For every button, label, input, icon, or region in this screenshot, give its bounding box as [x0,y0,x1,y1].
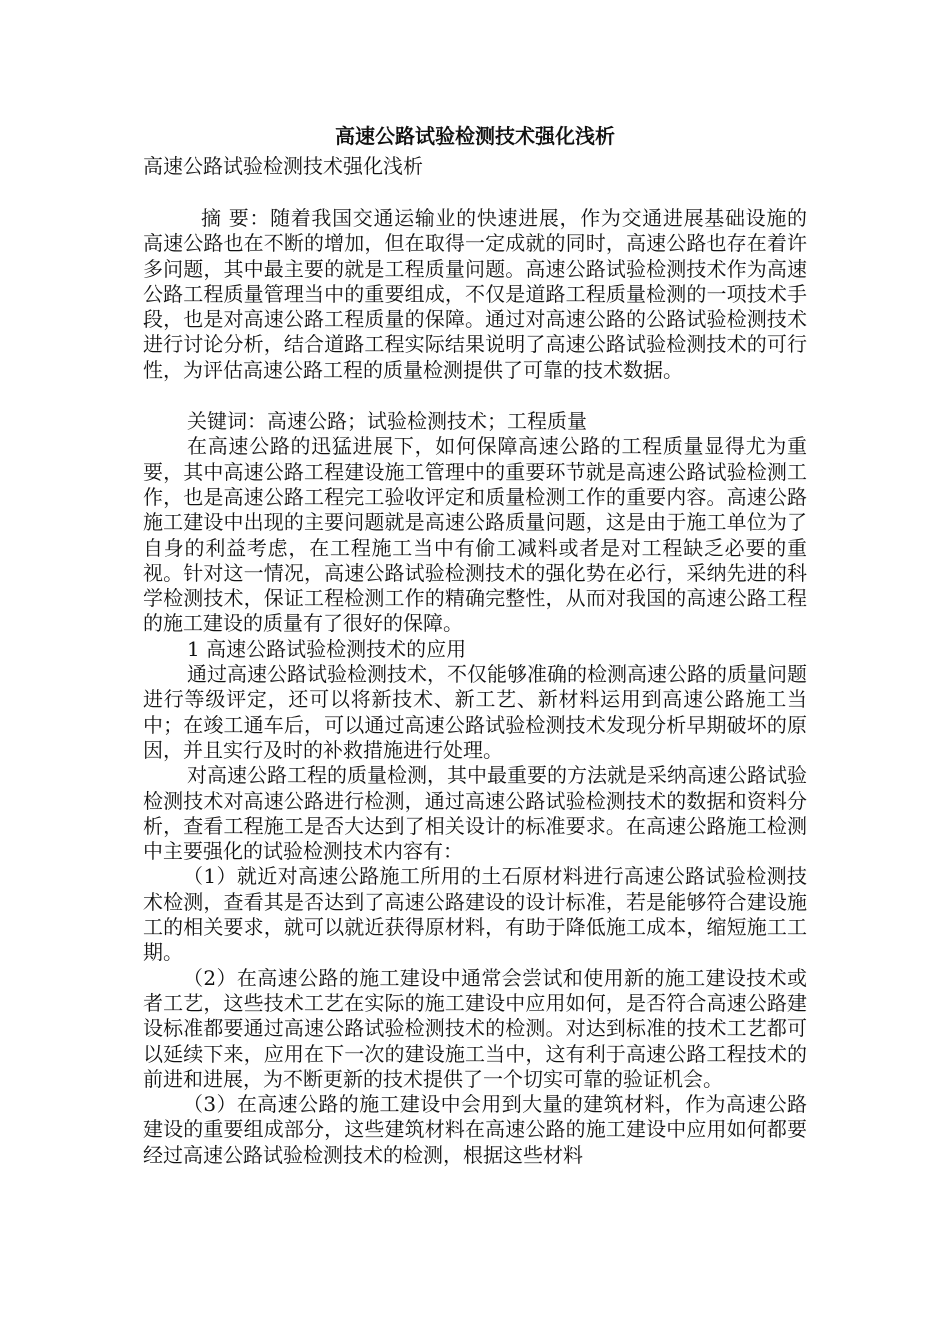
document-subtitle: 高速公路试验检测技术强化浅析 [143,154,423,178]
document-page [143,120,807,1168]
section-heading: 1 高速公路试验检测技术的应用 [187,636,467,661]
body-paragraph: 通过高速公路试验检测技术，不仅能够准确的检测高速公路的质量问题进行等级评定，还可以将新技术、新工艺、新材料运用到高速公路施工当中；在竣工通车后，可以通过高速公路试验检测技术发现分析早期破坏的原因，并且实行及时的补救措施进行处理。 [143,662,807,762]
keywords-line: 关键词：高速公路；试验检测技术；工程质量 [187,409,587,434]
list-item: （1）就近对高速公路施工所用的土石原材料进行高速公路试验检测技术检测，查看其是否达到了高速公路建设的设计标准，若是能够符合建设施工的相关要求，就可以就近获得原材料，有助于降低施工成本，缩短施工工期。 [143,864,807,965]
list-item: （3）在高速公路的施工建设中会用到大量的建筑材料，作为高速公路建设的重要组成部分，这些建筑材料在高速公路的施工建设中应用如何都要经过高速公路试验检测技术的检测，根据这些材料 [143,1092,807,1167]
intro-paragraph: 在高速公路的迅猛进展下，如何保障高速公路的工程质量显得尤为重要，其中高速公路工程建设施工管理中的重要环节就是高速公路试验检测工作，也是高速公路工程完工验收评定和质量检测工作的重要内容。高速公路施工建设中出现的主要问题就是高速公路质量问题，这是由于施工单位为了自身的利益考虑，在工程施工当中有偷工减料或者是对工程缺乏必要的重视。针对这一情况，高速公路试验检测技术的强化势在必行，采纳先进的科学检测技术，保证工程检测工作的精确完整性，从而对我国的高速公路工程的施工建设的质量有了很好的保障。 [143,434,807,636]
list-item: （2）在高速公路的施工建设中通常会尝试和使用新的施工建设技术或者工艺，这些技术工艺在实际的施工建设中应用如何，是否符合高速公路建设标准都要通过高速公路试验检测技术的检测。对达到标准的技术工艺都可以延续下来，应用在下一次的建设施工当中，这有利于高速公路工程技术的前进和进展，为不断更新的技术提供了一个切实可靠的验证机会。 [143,965,807,1091]
blank-line [143,180,807,206]
blank-line [143,383,807,409]
abstract-paragraph: 摘 要：随着我国交通运输业的快速进展，作为交通进展基础设施的高速公路也在不断的增加，但在取得一定成就的同时，高速公路也存在着许多问题，其中最主要的就是工程质量问题。高速公路试验检测技术作为高速公路工程质量管理当中的重要组成，不仅是道路工程质量检测的一项技术手段，也是对高速公路工程质量的保障。通过对高速公路的公路试验检测技术进行讨论分析，结合道路工程实际结果说明了高速公路试验检测技术的可行性，为评估高速公路工程的质量检测提供了可靠的技术数据。 [143,206,807,382]
document-title: 高速公路试验检测技术强化浅析 [335,124,615,148]
body-paragraph: 对高速公路工程的质量检测，其中最重要的方法就是采纳高速公路试验检测技术对高速公路进行检测，通过高速公路试验检测技术的数据和资料分析，查看工程施工是否大达到了相关设计的标准要求。在高速公路施工检测中主要强化的试验检测技术内容有： [143,763,807,864]
